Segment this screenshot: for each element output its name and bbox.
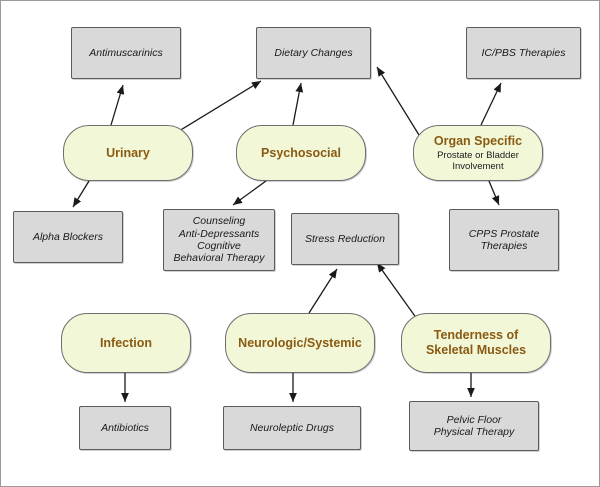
edge-psychosocial-to-dietary-changes xyxy=(293,83,301,125)
treatment-node-neuroleptic-drugs[interactable] xyxy=(223,406,361,450)
node-label-line: Pelvic Floor xyxy=(446,413,502,426)
node-label-line: Antimuscarinics xyxy=(89,46,163,59)
node-label-line: Therapies xyxy=(480,240,528,252)
node-label-line: CPPS Prostate xyxy=(468,227,540,240)
edge-organ-specific-to-dietary-changes xyxy=(377,67,419,135)
category-node-urinary[interactable] xyxy=(63,125,193,181)
node-label: Urinary xyxy=(106,145,150,160)
category-node-neurologic-systemic[interactable] xyxy=(225,313,375,373)
treatment-node-antimuscarinics[interactable] xyxy=(71,27,181,79)
edge-organ-specific-to-cpps-prostate-therapies xyxy=(489,181,499,205)
edge-urinary-to-alpha-blockers xyxy=(73,181,89,207)
node-label: Tenderness of Skeletal Muscles xyxy=(425,328,527,357)
edge-urinary-to-antimuscarinics xyxy=(111,85,123,125)
node-label-line: Alpha Blockers xyxy=(32,230,104,243)
treatment-node-cpps-prostate-therapies[interactable] xyxy=(449,209,559,271)
treatment-node-ic-pbs-therapies[interactable] xyxy=(466,27,581,79)
node-label-line: IC/PBS Therapies xyxy=(481,46,566,59)
node-label-line: Behavioral Therapy xyxy=(173,252,265,265)
edge-urinary-to-dietary-changes xyxy=(179,81,261,131)
node-sublabel: Prostate or Bladder Involvement xyxy=(437,149,519,172)
edge-neurologic-systemic-to-stress-reduction xyxy=(309,269,337,313)
node-label-line: Dietary Changes xyxy=(274,46,353,59)
treatment-node-dietary-changes[interactable] xyxy=(256,27,371,79)
node-label-line: Neuroleptic Drugs xyxy=(249,421,335,434)
treatment-node-alpha-blockers[interactable] xyxy=(13,211,123,263)
node-label: Infection xyxy=(99,335,153,350)
edge-organ-specific-to-ic-pbs-therapies xyxy=(481,83,501,125)
node-label: Organ Specific xyxy=(433,133,523,148)
node-label: Neurologic/Systemic xyxy=(238,335,362,350)
treatment-node-antibiotics[interactable] xyxy=(79,406,171,450)
category-node-infection[interactable] xyxy=(61,313,191,373)
edge-tenderness-skeletal-muscles-to-stress-reduction xyxy=(377,263,417,319)
node-label-line: Antibiotics xyxy=(101,421,149,434)
node-label-line: Stress Reduction xyxy=(305,232,385,245)
node-label-line: Counseling xyxy=(192,215,246,228)
edge-psychosocial-to-counseling xyxy=(233,181,266,205)
treatment-node-stress-reduction[interactable] xyxy=(291,213,399,265)
node-label-line: Physical Therapy xyxy=(433,426,515,438)
node-label-line: Anti-Depressants xyxy=(178,227,260,240)
treatment-node-counseling[interactable] xyxy=(163,209,275,271)
category-node-psychosocial[interactable] xyxy=(236,125,366,181)
category-node-organ-specific[interactable] xyxy=(413,125,543,181)
treatment-node-pelvic-floor-physical-therapy[interactable] xyxy=(409,401,539,451)
category-node-tenderness-skeletal-muscles[interactable] xyxy=(401,313,551,373)
node-label-line: Cognitive xyxy=(197,240,241,252)
node-label: Psychosocial xyxy=(261,145,341,160)
